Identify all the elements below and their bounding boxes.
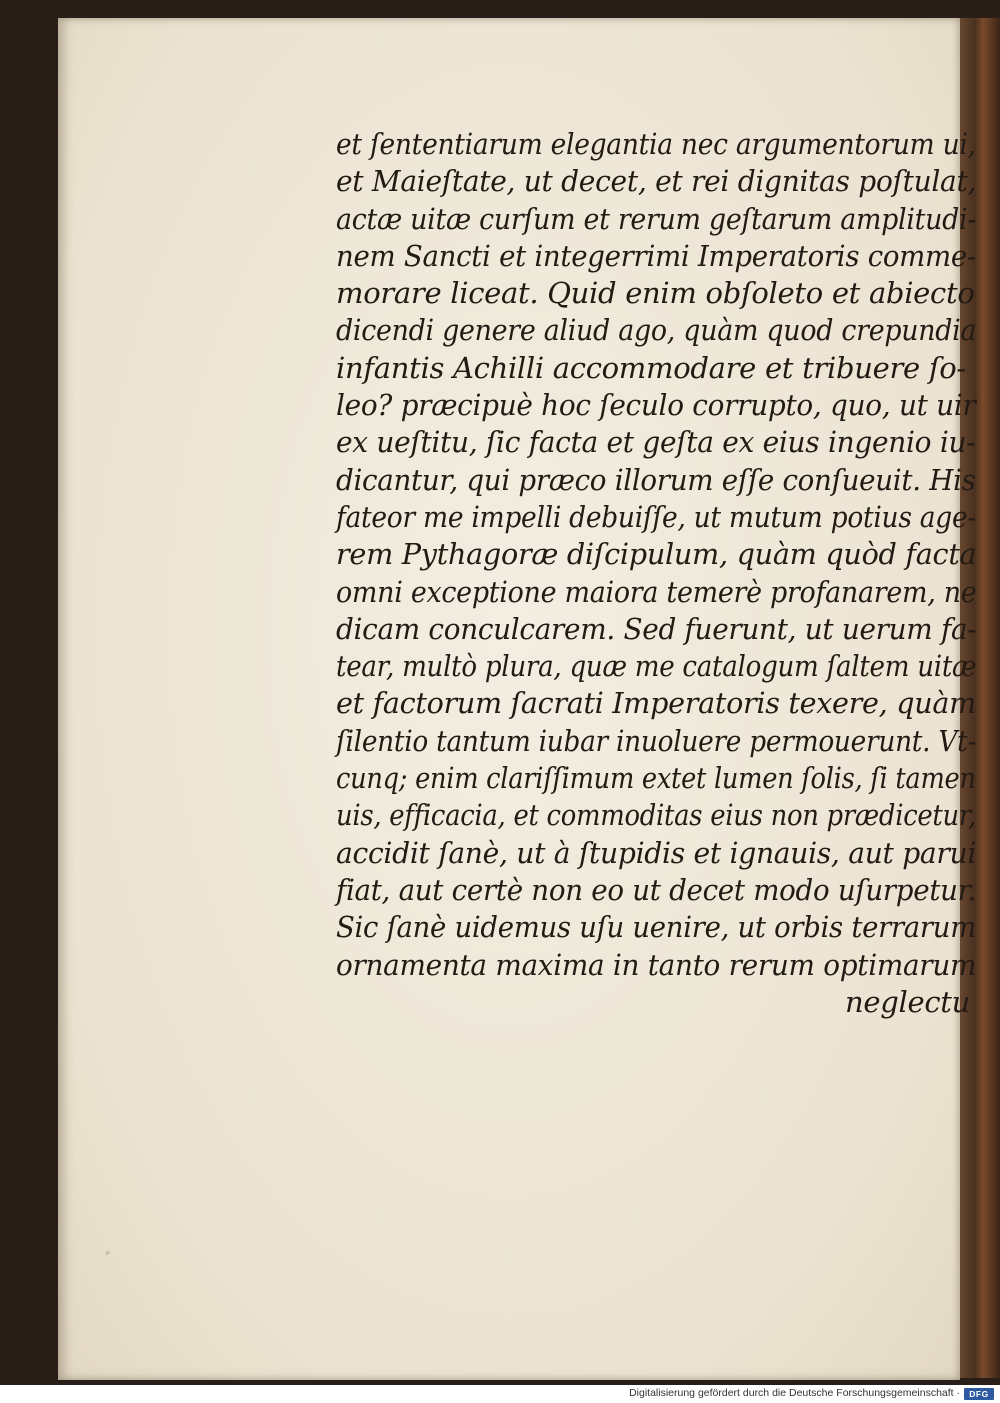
text-line: omni exceptione maiora temerè profanarem, ne [336,574,977,609]
text-line: fateor me impelli debuiſſe, ut mutum potius age- [336,499,977,534]
text-line: ſilentio tantum iubar inuoluere permouerunt. Vt- [336,723,977,758]
text-line: ex ueſtitu, ſic facta et geſta ex eius ingenio iu- [336,425,976,460]
footer-bar [0,1385,1000,1403]
text-line: ornamenta maxima in tanto rerum optimarum [336,947,977,982]
text-block [336,126,976,1021]
text-line: nem Sancti et integerrimi Imperatoris comme- [336,238,976,273]
text-line: Sic ſanè uidemus uſu uenire, ut orbis terrarum [336,910,976,945]
text-line: et ſententiarum elegantia nec argumentorum ui, [336,127,976,161]
text-line: actæ uitæ curſum et rerum geſtarum amplitudi- [336,201,977,236]
text-line: tear, multò plura, quæ me catalogum ſaltem uitæ [336,649,977,684]
text-line: cunq; enim clariſſimum extet lumen ſolis, ſi tamen [336,761,976,796]
catchword: neglectu [844,984,970,1019]
text-line: dicantur, qui præco illorum eſſe conſueuit. His [336,462,976,497]
text-line: dicam conculcarem. Sed fuerunt, ut uerum fa- [336,611,977,646]
text-line: uis, efficacia, et commoditas eius non prædicetur, [336,798,977,833]
dfg-logo: DFG [964,1388,994,1400]
text-line: et factorum ſacrati Imperatoris texere, quàm [336,686,976,721]
book-page [58,18,977,1380]
text-line: rem Pythagoræ diſcipulum, quàm quòd facta [336,537,977,572]
text-line: leo? præcipuè hoc ſeculo corrupto, quo, ut uir [336,388,976,423]
text-line: dicendi genere aliud ago, quàm quod crepundia [336,313,977,348]
funding-credit: Digitalisierung gefördert durch die Deutsche Forschungsgemeinschaft · [629,1387,960,1399]
text-line: fiat, aut certè non eo ut decet modo uſurpetur. [336,872,977,907]
text-line: et Maieſtate, ut decet, et rei dignitas poſtulat, [336,164,977,199]
text-line: accidit ſanè, ut à ſtupidis et ignauis, aut parui [336,835,977,870]
text-line: infantis Achilli accommodare et tribuere ſo- [336,350,966,385]
text-line: morare liceat. Quid enim obſoleto et abiecto [336,276,975,311]
margin-mark: 𝓋 [105,1245,111,1258]
